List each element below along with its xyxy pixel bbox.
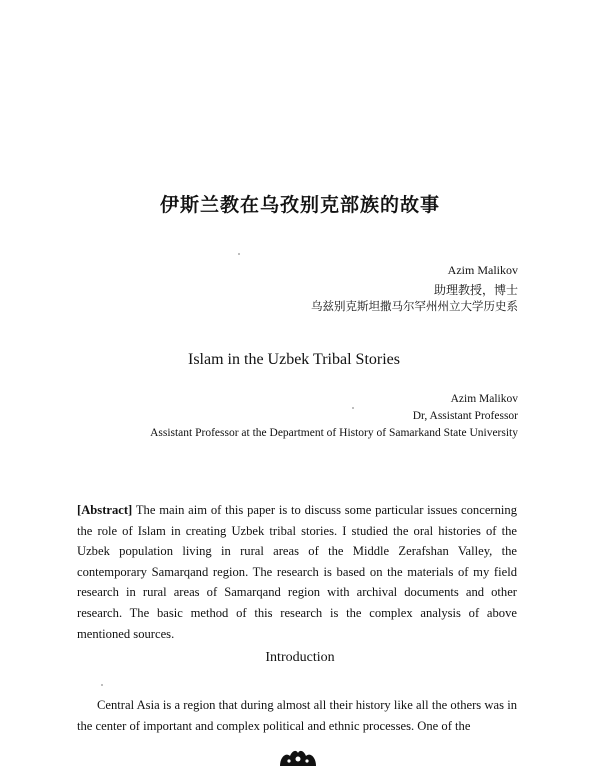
english-author-affiliation: Assistant Professor at the Department of History of Samarkand State University — [150, 427, 518, 439]
abstract-paragraph — [77, 500, 517, 644]
page-ornament-icon — [276, 748, 320, 766]
scan-speck — [352, 407, 354, 409]
chinese-author-affiliation: 乌兹别克斯坦撒马尔罕州州立大学历史系 — [311, 299, 518, 313]
english-author-name: Azim Malikov — [450, 393, 518, 405]
scan-speck — [238, 253, 240, 255]
scan-speck — [101, 684, 103, 686]
english-author-title: Dr, Assistant Professor — [412, 410, 518, 422]
abstract-text: The main aim of this paper is to discuss some particular issues concerning the role of Islam in creating Uzbek tribal stories. I studied the oral histories of the Uzbek population living in rural areas of the Middle Zerafshan Valley, the contemporary Samarqand region. The research is based on the materials of my field research in rural areas of Samarqand region with archival documents and other research. The basic method of this research is the complex analysis of above mentioned sources. — [77, 503, 517, 641]
english-title: Islam in the Uzbek Tribal Stories — [188, 351, 400, 368]
introduction-paragraph: Central Asia is a region that during almost all their history like all the others was in the center of important and complex political and ethnic processes. One of the — [77, 698, 517, 733]
chinese-author-title: 助理教授，博士 — [433, 283, 518, 297]
chinese-title: 伊斯兰教在乌孜别克部族的故事 — [159, 194, 440, 216]
introduction-heading: Introduction — [265, 650, 335, 665]
chinese-author-name: Azim Malikov — [447, 263, 518, 277]
abstract-label: [Abstract] — [77, 503, 133, 517]
